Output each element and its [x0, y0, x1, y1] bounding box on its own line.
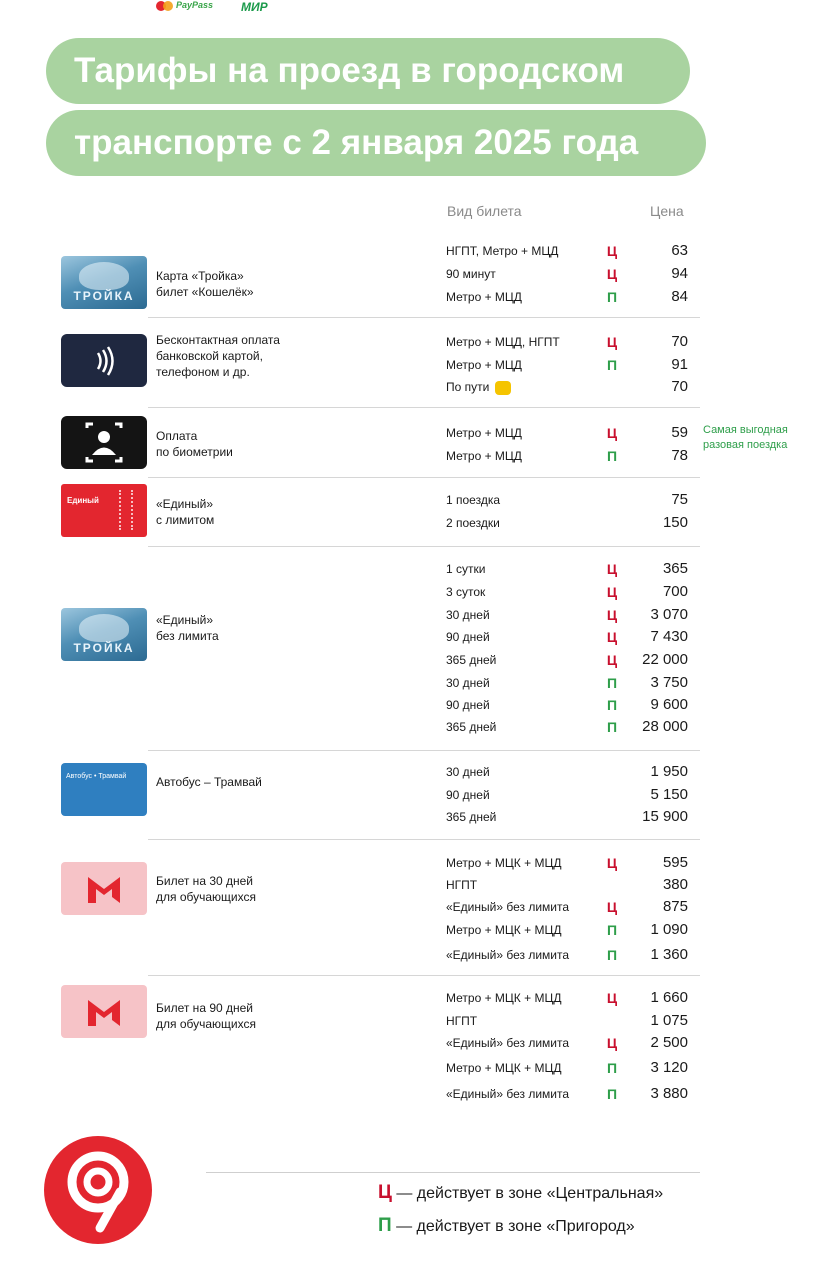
card-student: [61, 862, 147, 915]
price-value: 70: [671, 378, 688, 395]
ticket-type-text: 1 поездка: [446, 493, 501, 507]
ticket-type-label: [446, 449, 522, 463]
zone-badge: Ц: [606, 334, 618, 350]
legend-letter-central: Ц: [378, 1182, 392, 1203]
zone-badge: П: [606, 289, 618, 305]
price-value: 700: [662, 583, 688, 600]
ticket-type-label: [446, 335, 560, 349]
column-header-price: Цена: [650, 203, 684, 219]
ticket-type-text: 365 дней: [446, 653, 497, 667]
edinyi-card-label: Единый: [67, 496, 99, 505]
ticket-type-label: [446, 810, 496, 824]
ticket-type-text: «Единый» без лимита: [446, 1087, 570, 1101]
zone-badge: П: [606, 719, 618, 735]
price-value: 1 360: [650, 946, 688, 963]
description-line: «Единый»: [156, 613, 214, 627]
description-line: Автобус – Трамвай: [156, 775, 262, 789]
price-value: 9 600: [650, 696, 688, 713]
ticket-type-label: [446, 493, 500, 507]
zone-badge: П: [606, 448, 618, 464]
ticket-type-label: [446, 765, 490, 779]
ticket-type-label: [446, 267, 496, 281]
ticket-type-text: Метро + МЦД: [446, 290, 522, 304]
legend-text-central: — действует в зоне «Центральная»: [391, 1185, 664, 1202]
zone-badge: П: [606, 357, 618, 373]
zone-badge: П: [606, 697, 618, 713]
legend-suburb: [378, 1215, 635, 1237]
price-value: 595: [662, 854, 688, 871]
ticket-type-text: Метро + МЦД: [446, 449, 522, 463]
ticket-type-text: «Единый» без лимита: [446, 1036, 570, 1050]
price-value: 1 660: [650, 989, 688, 1006]
legend-central: [378, 1182, 663, 1204]
price-value: 75: [671, 491, 688, 508]
zone-badge: П: [606, 1086, 618, 1102]
ticket-type-label: [446, 653, 496, 667]
ticket-type-text: 90 дней: [446, 698, 490, 712]
note-line-1: Самая выгодная: [703, 424, 788, 436]
price-value: 22 000: [642, 651, 688, 668]
price-value: 59: [671, 424, 688, 441]
price-value: 7 430: [650, 628, 688, 645]
ticket-type-label: [446, 244, 558, 258]
ticket-type-text: Метро + МЦК + МЦД: [446, 856, 562, 870]
ticket-type-label: [446, 630, 490, 644]
legend-divider: [206, 1172, 700, 1173]
description-line: Бесконтактная оплата: [156, 333, 280, 347]
best-value-note: [703, 423, 788, 453]
logo-9-icon: [44, 1136, 152, 1244]
ticket-type-text: Метро + МЦК + МЦД: [446, 923, 562, 937]
description-line: с лимитом: [156, 513, 215, 527]
legend-letter-suburb: П: [378, 1215, 392, 1236]
troika-horse-image: [79, 262, 129, 290]
troika-wordmark: ТРОЙКА: [73, 289, 135, 303]
description-line: для обучающихся: [156, 890, 256, 904]
zone-badge: Ц: [606, 990, 618, 1006]
section-divider: [148, 477, 700, 478]
mir-logo: МИР: [241, 0, 268, 14]
ticket-type-label: [446, 516, 500, 530]
ticket-type-label: [446, 1061, 561, 1075]
ticket-type-label: [446, 1014, 477, 1028]
ticket-type-text: 3 суток: [446, 585, 486, 599]
card-edinyi: [61, 484, 147, 537]
section-divider: [148, 407, 700, 408]
card-troika: [61, 256, 147, 309]
description-line: телефоном и др.: [156, 365, 250, 379]
price-value: 91: [671, 356, 688, 373]
price-value: 63: [671, 242, 688, 259]
ticket-type-text: 30 дней: [446, 608, 490, 622]
ticket-type-text: «Единый» без лимита: [446, 900, 570, 914]
zone-badge: Ц: [606, 607, 618, 623]
face-scan-icon: [61, 416, 147, 469]
ticket-type-text: НГПТ, Метро + МЦД: [446, 244, 559, 258]
price-value: 78: [671, 447, 688, 464]
ticket-type-text: 90 дней: [446, 630, 490, 644]
section-divider: [148, 317, 700, 318]
section-divider: [148, 546, 700, 547]
ticket-type-label: [446, 900, 569, 914]
ticket-type-text: НГПТ: [446, 878, 478, 892]
ticket-type-label: [446, 856, 561, 870]
price-value: 70: [671, 333, 688, 350]
section-divider: [148, 839, 700, 840]
zone-badge: Ц: [606, 243, 618, 259]
troika-wordmark: ТРОЙКА: [73, 641, 135, 655]
price-value: 3 070: [650, 606, 688, 623]
price-value: 84: [671, 288, 688, 305]
zone-badge: Ц: [606, 266, 618, 282]
ticket-type-text: НГПТ: [446, 1014, 478, 1028]
mastercard-icon: [156, 1, 174, 11]
title-text-2: транспорте с 2 января 2025 года: [74, 123, 639, 162]
zone-badge: Ц: [606, 629, 618, 645]
price-value: 15 900: [642, 808, 688, 825]
ticket-type-label: [446, 426, 522, 440]
ticket-type-text: Метро + МЦД: [446, 426, 522, 440]
ticket-type-text: 365 дней: [446, 810, 497, 824]
troika-horse-image: [79, 614, 129, 642]
title-line-1: [46, 38, 690, 104]
price-value: 1 950: [650, 763, 688, 780]
zone-badge: П: [606, 1060, 618, 1076]
ticket-type-text: «Единый» без лимита: [446, 948, 570, 962]
price-value: 875: [662, 898, 688, 915]
ticket-type-label: [446, 1087, 569, 1101]
description-line: Оплата: [156, 429, 198, 443]
paypass-logo: [156, 0, 213, 11]
zone-badge: Ц: [606, 561, 618, 577]
zone-badge: Ц: [606, 652, 618, 668]
zone-badge: Ц: [606, 1035, 618, 1051]
ticket-type-text: 1 сутки: [446, 562, 486, 576]
ticket-type-label: [446, 608, 490, 622]
contactless-icon: [84, 341, 124, 381]
section-description: [156, 428, 233, 460]
ticket-type-label: [446, 948, 569, 962]
ticket-type-text: 30 дней: [446, 765, 490, 779]
ticket-type-label: [446, 380, 511, 395]
price-value: 150: [662, 514, 688, 531]
ticket-type-label: [446, 923, 561, 937]
section-description: [156, 612, 219, 644]
zone-badge: П: [606, 675, 618, 691]
card-biometric: [61, 416, 147, 469]
ticket-type-label: [446, 1036, 569, 1050]
note-line-2: разовая поездка: [703, 439, 788, 451]
ticket-type-text: 90 дней: [446, 788, 490, 802]
price-value: 2 500: [650, 1034, 688, 1051]
price-value: 365: [662, 560, 688, 577]
ticket-type-label: [446, 562, 485, 576]
bus-card-label: Автобус • Трамвай: [66, 773, 127, 780]
ticket-type-text: Метро + МЦД: [446, 358, 522, 372]
transport-logo: [44, 1136, 152, 1244]
edinyi-card-stripes: [119, 490, 133, 530]
title-line-2: [46, 110, 706, 176]
description-line: Билет на 90 дней: [156, 1001, 254, 1015]
section-description: [156, 774, 262, 790]
zone-badge: Ц: [606, 425, 618, 441]
legend-text-suburb: — действует в зоне «Пригород»: [391, 1218, 635, 1235]
section-description: [156, 268, 254, 300]
ticket-type-text: Метро + МЦК + МЦД: [446, 991, 562, 1005]
ticket-type-label: [446, 698, 490, 712]
section-divider: [148, 975, 700, 976]
ticket-type-label: [446, 720, 496, 734]
ticket-type-text: 30 дней: [446, 676, 490, 690]
card-troika: [61, 608, 147, 661]
zone-badge: П: [606, 922, 618, 938]
ticket-type-text: 90 минут: [446, 267, 496, 281]
price-value: 5 150: [650, 786, 688, 803]
zone-badge: Ц: [606, 899, 618, 915]
column-header-ticket-type: Вид билета: [447, 203, 522, 219]
zone-badge: Ц: [606, 855, 618, 871]
ticket-type-label: [446, 878, 477, 892]
title-text-1: Тарифы на проезд в городском: [74, 51, 625, 90]
metro-m-icon: [84, 873, 124, 905]
ticket-type-label: [446, 676, 490, 690]
card-contactless: [61, 334, 147, 387]
metro-m-icon: [84, 996, 124, 1028]
description-line: билет «Кошелёк»: [156, 285, 254, 299]
section-description: [156, 496, 214, 528]
ticket-type-text: 365 дней: [446, 720, 497, 734]
description-line: по биометрии: [156, 445, 233, 459]
price-value: 3 750: [650, 674, 688, 691]
ticket-type-text: 2 поездки: [446, 516, 500, 530]
section-description: [156, 873, 256, 905]
section-description: [156, 1000, 256, 1032]
price-value: 94: [671, 265, 688, 282]
description-line: Билет на 30 дней: [156, 874, 254, 888]
ticket-type-label: [446, 290, 522, 304]
section-divider: [148, 750, 700, 751]
zone-badge: Ц: [606, 584, 618, 600]
price-value: 1 075: [650, 1012, 688, 1029]
description-line: «Единый»: [156, 497, 214, 511]
ticket-type-text: Метро + МЦД, НГПТ: [446, 335, 560, 349]
description-line: банковской картой,: [156, 349, 263, 363]
card-bus: [61, 763, 147, 816]
zone-badge: П: [606, 947, 618, 963]
ticket-type-label: [446, 991, 561, 1005]
price-value: 3 880: [650, 1085, 688, 1102]
paypass-text: PayPass: [176, 0, 214, 10]
price-value: 3 120: [650, 1059, 688, 1076]
card-student: [61, 985, 147, 1038]
price-value: 380: [662, 876, 688, 893]
section-description: [156, 332, 280, 380]
price-value: 1 090: [650, 921, 688, 938]
ticket-type-text: По пути: [446, 380, 490, 394]
description-line: без лимита: [156, 629, 219, 643]
ticket-type-label: [446, 788, 490, 802]
price-value: 28 000: [642, 718, 688, 735]
description-line: для обучающихся: [156, 1017, 256, 1031]
ticket-type-label: [446, 358, 522, 372]
ticket-type-text: Метро + МЦК + МЦД: [446, 1061, 562, 1075]
taxi-icon: [495, 381, 511, 395]
description-line: Карта «Тройка»: [156, 269, 244, 283]
ticket-type-label: [446, 585, 485, 599]
